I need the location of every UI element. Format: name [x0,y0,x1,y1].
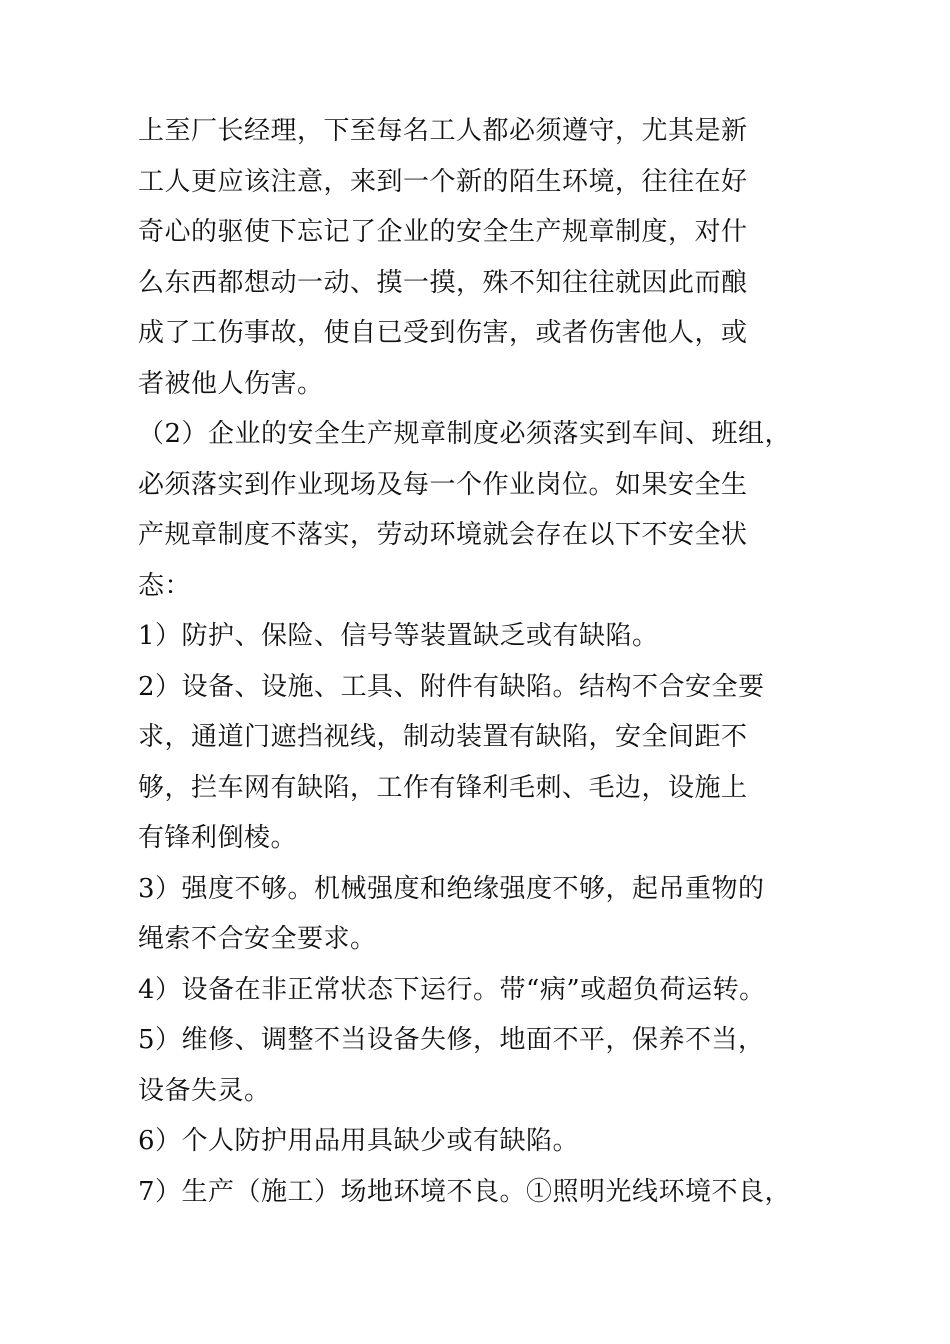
text-line: （2）企业的安全生产规章制度必须落实到车间、班组， [138,419,792,449]
text-line: 设备失灵。 [138,1075,271,1106]
text-line: 3）强度不够。机械强度和绝缘强度不够，起吊重物的 [138,873,765,904]
text-line: 产规章制度不落实，劳动环境就会存在以下不安全状 [138,520,748,550]
text-line: 4）设备在非正常状态下运行。带“病”或超负荷运转。 [138,974,766,1005]
text-line: 够，拦车网有缺陷，工作有锋利毛刺、毛边，设施上 [138,772,748,803]
text-line: 成了工伤事故，使自已受到伤害，或者伤害他人，或 [138,318,748,348]
text-line: 么东西都想动一动、摸一摸，殊不知往往就因此而酿 [138,267,748,298]
body-text [138,106,838,1217]
text-line: 有锋利倒棱。 [138,823,298,853]
text-line: 上至厂长经理，下至每名工人都必须遵守，尤其是新 [138,116,748,146]
text-line: 5）维修、调整不当设备失修，地面不平，保养不当， [138,1025,765,1055]
text-line: 2）设备、设施、工具、附件有缺陷。结构不合安全要 [138,671,765,702]
text-line: 工人更应该注意，来到一个新的陌生环境，往往在好 [138,166,748,197]
text-line: 者被他人伤害。 [138,368,324,399]
text-line: 1）防护、保险、信号等装置缺乏或有缺陷。 [138,621,659,651]
text-line: 7）生产（施工）场地环境不良。①照明光线环境不良， [138,1176,792,1207]
text-line: 奇心的驱使下忘记了企业的安全生产规章制度，对什 [138,217,748,247]
text-line: 绳索不合安全要求。 [138,924,377,954]
text-line: 态： [138,570,192,601]
text-line: 必须落实到作业现场及每一个作业岗位。如果安全生 [138,469,748,500]
text-line: 求，通道门遮挡视线，制动装置有缺陷，安全间距不 [138,722,748,752]
text-line: 6）个人防护用品用具缺少或有缺陷。 [138,1126,580,1156]
